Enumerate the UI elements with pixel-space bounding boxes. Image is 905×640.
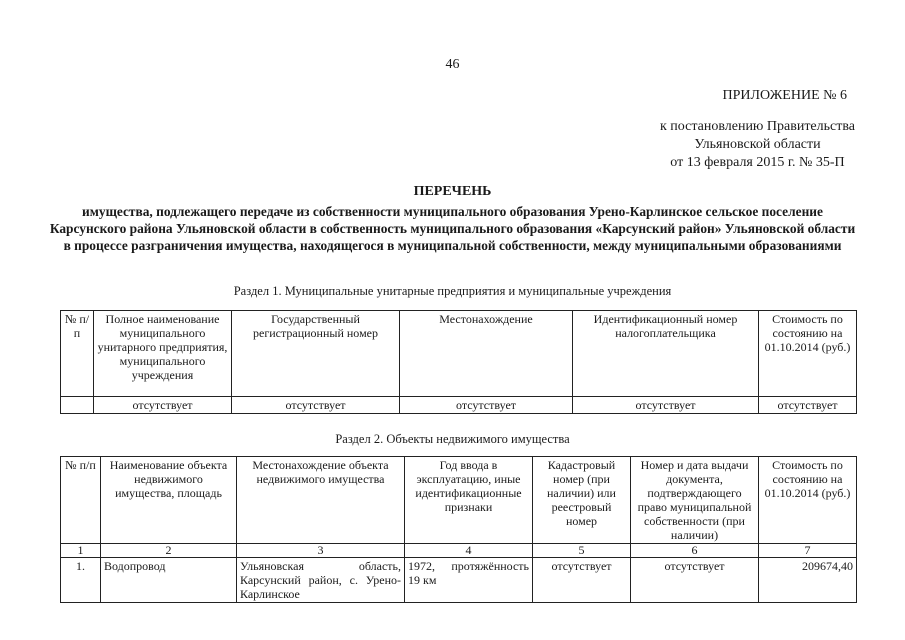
table-cell: отсутствует — [759, 397, 857, 414]
table-row — [61, 558, 857, 603]
approval-line-1: к постановлению Правительства — [659, 119, 855, 134]
section-1-table — [60, 310, 857, 414]
row-number: 1. — [61, 558, 101, 603]
header-cell: Стоимость по состоянию на 01.10.2014 (руб.) — [759, 457, 857, 544]
section-2-heading: Раздел 2. Объекты недвижимого имущества — [335, 432, 570, 446]
approval-block — [660, 118, 855, 172]
table-cell: отсутствует — [400, 397, 573, 414]
document-subtitle: имущества, подлежащего передаче из собственности муниципального образования Урено-Карлинское сельское поселение Карсунского района Ульяновской области в собственность муниципального образования «Карсунский район» Ульяновской области в процессе разграничения имущества, находящегося в муниципальной собственности, между муниципальными образованиями — [49, 204, 856, 253]
table-cell: отсутствует — [94, 397, 232, 414]
table-header-row — [61, 311, 857, 397]
section-1-heading: Раздел 1. Муниципальные унитарные предприятия и муниципальные учреждения — [233, 284, 672, 298]
table-cell: отсутствует — [573, 397, 759, 414]
object-document: отсутствует — [631, 558, 759, 603]
column-number: 5 — [533, 544, 631, 558]
column-number: 4 — [405, 544, 533, 558]
header-cell: Местонахождение объекта недвижимого имущества — [237, 457, 405, 544]
section-2-table — [60, 456, 857, 603]
header-cell: Идентификационный номер налогоплательщика — [573, 311, 759, 397]
approval-line-3: от 13 февраля 2015 г. № 35-П — [670, 155, 845, 170]
header-cell: Наименование объекта недвижимого имущества, площадь — [101, 457, 237, 544]
header-cell: Государственный регистрационный номер — [232, 311, 400, 397]
object-cadastral: отсутствует — [533, 558, 631, 603]
column-number: 2 — [101, 544, 237, 558]
header-cell: Полное наименование муниципального унитарного предприятия, муниципального учреждения — [94, 311, 232, 397]
appendix-label: ПРИЛОЖЕНИЕ № 6 — [722, 88, 847, 103]
table-cell: отсутствует — [232, 397, 400, 414]
table-cell — [61, 397, 94, 414]
header-cell: Местонахождение — [400, 311, 573, 397]
header-cell: Год ввода в эксплуатацию, иные идентификационные признаки — [405, 457, 533, 544]
table-row — [61, 397, 857, 414]
header-cell: Кадастровый номер (при наличии) или реестровый номер — [533, 457, 631, 544]
approval-line-2: Ульяновской области — [694, 137, 821, 152]
header-cell: № п/п — [61, 311, 94, 397]
document-title: ПЕРЕЧЕНЬ — [413, 184, 492, 199]
column-number: 7 — [759, 544, 857, 558]
object-name: Водопровод — [101, 558, 237, 603]
header-cell: Номер и дата выдачи документа, подтверждающего право муниципальной собственности (при наличии) — [631, 457, 759, 544]
table-header-row — [61, 457, 857, 544]
column-number: 6 — [631, 544, 759, 558]
header-cell: Стоимость по состоянию на 01.10.2014 (руб.) — [759, 311, 857, 397]
column-number: 3 — [237, 544, 405, 558]
column-number-row — [61, 544, 857, 558]
page-number: 46 — [445, 57, 460, 72]
object-cost: 209674,40 — [759, 558, 857, 603]
header-cell: № п/п — [61, 457, 101, 544]
column-number: 1 — [61, 544, 101, 558]
object-year: 1972, протяжённость 19 км — [405, 558, 533, 603]
object-location: Ульяновская область, Карсунский район, с. Урено-Карлинское — [237, 558, 405, 603]
